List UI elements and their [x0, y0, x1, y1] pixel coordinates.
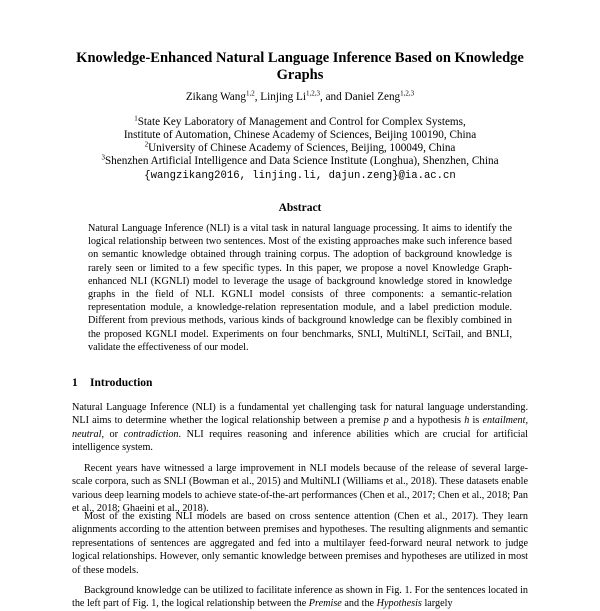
text-run: Natural Language Inference (NLI) is a fundamental yet challenging task for natural language understanding. NLI aims to determine whether the logical relationship between a premise [72, 402, 528, 427]
text-run: , [525, 415, 529, 427]
intro-paragraph-4 [72, 584, 528, 611]
intro-paragraph-1 [72, 401, 528, 455]
paper-title: Knowledge-Enhanced Natural Language Inference Based on Knowledge Graphs [76, 50, 524, 83]
text-run: is [469, 415, 483, 427]
section-heading [72, 377, 152, 390]
text-run: , or [101, 428, 124, 440]
term-entailment: entailment [482, 415, 526, 427]
math-hypothesis: h [464, 415, 470, 427]
author-separator: , and [319, 91, 345, 103]
author-separator: , [254, 91, 261, 103]
email-line [40, 169, 560, 183]
affiliation-1-line-2 [40, 129, 560, 142]
author-affiliation-marker: 1,2 [245, 89, 255, 98]
author-name: Linjing Li [260, 91, 306, 103]
intro-paragraph-3: Most of the existing NLI models are based on cross sentence attention (Chen et al., 2017). They learn alignments according to the attention between premises and hypotheses. The resulting alignments and semantic representations of sentences are aggregated and fed into a multilayer feed-forward neural network to judge logical relationships. However, only semantic knowledge between premises and hypotheses are utilized in most of these models. [72, 511, 528, 576]
text-run: Background knowledge can be utilized to facilitate inference as shown in Fig. 1. For the sentences located in the left part of Fig. 1, the logical relationship between the [72, 585, 528, 610]
abstract-heading: Abstract [278, 202, 322, 214]
affiliation-text: University of Chinese Academy of Sciences, Beijing, 100049, China [148, 142, 456, 154]
term-hypothesis: Hypothesis [376, 598, 422, 610]
text-run: . NLI requires reasoning and inference abilities which are crucial for artificial intelligence system. [72, 428, 528, 454]
affiliation-3 [40, 155, 560, 168]
abstract-text: Natural Language Inference (NLI) is a vital task in natural language processing. It aims to identify the logical relationship between two sentences. Most of the existing approaches make such inference based on semantic knowledge obtained through training corpus. The adoption of background knowledge is rarely seen or limited to a few specific types. In this paper, we propose a novel Knowledge Graph-enhanced NLI (KGNLI) model to leverage the usage of background knowledge stored in knowledge graphs in the field of NLI. KGNLI model consists of three components: a semantic-relation representation module, a knowledge-relation representation module, and a label prediction module. Different from previous methods, various kinds of background knowledge can be flexibly combined in the proposed KGNLI model. Experiments on four benchmarks, SNLI, MultiNLI, SciTail, and BNLI, validate the effectiveness of our model. [88, 223, 512, 353]
affiliation-text: State Key Laboratory of Management and Control for Complex Systems, [137, 116, 466, 128]
author-affiliation-marker: 1,2,3 [305, 89, 320, 98]
affiliation-marker: 2 [144, 140, 149, 149]
affiliation-text: Institute of Automation, Chinese Academy of Sciences, Beijing 100190, China [123, 129, 477, 141]
section-title: Introduction [90, 377, 153, 389]
math-premise: p [383, 415, 389, 427]
affiliation-marker: 1 [134, 114, 138, 123]
term-contradiction: contradiction [123, 428, 179, 440]
affiliation-2 [40, 142, 560, 155]
affiliation-text: Shenzhen Artificial Intelligence and Data Science Institute (Longhua), Shenzhen, China [104, 155, 499, 167]
affiliation-marker: 3 [101, 153, 105, 162]
term-neutral: neutral [72, 428, 102, 440]
author-name: Zikang Wang [185, 91, 246, 103]
author-affiliation-marker: 1,2,3 [400, 89, 415, 98]
author-list [40, 91, 560, 104]
intro-paragraph-2: Recent years have witnessed a large improvement in NLI models because of the release of several large-scale corpora, such as SNLI (Bowman et al., 2015) and MultiNLI (Williams et al., 2018). These datasets enable various deep learning models to achieve state-of-the-art performances (Chen et al., 2017; Chen et al., 2018; Pan et al., 2018; Ghaeini et al., 2018). [72, 463, 528, 515]
affiliation-1-line-1 [40, 116, 560, 129]
text-run: and the [341, 598, 377, 610]
section-number: 1 [72, 377, 78, 389]
text-run: and a hypothesis [388, 415, 465, 427]
author-name: Daniel Zeng [344, 91, 401, 103]
term-premise: Premise [308, 598, 342, 610]
author-emails: {wangzikang2016, linjing.li, dajun.zeng}@ia.ac.cn [144, 170, 456, 182]
text-run: largely [421, 598, 453, 610]
